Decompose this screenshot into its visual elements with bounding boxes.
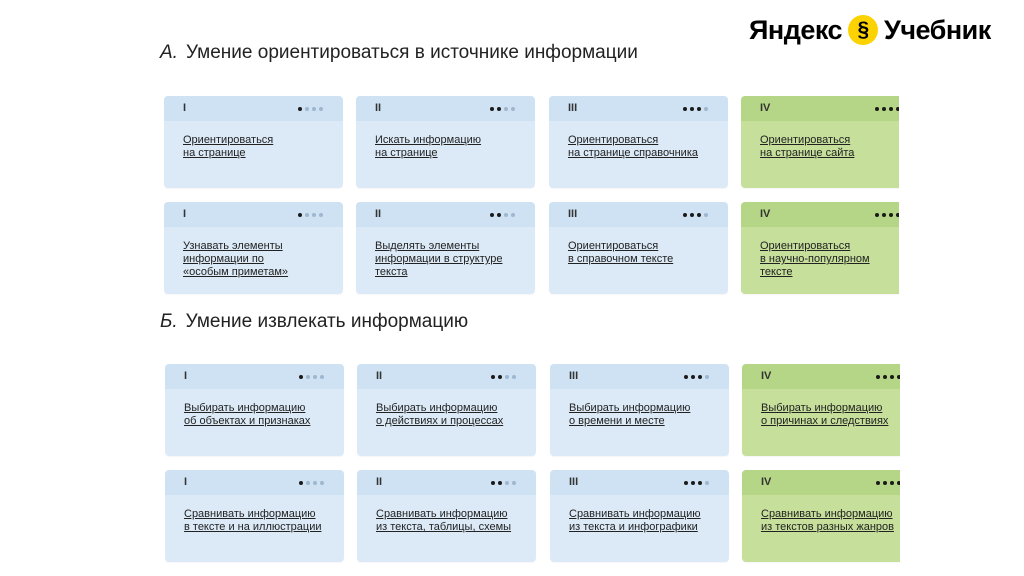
card-link-text[interactable]: Сравнивать информацию из текста, таблицы, схемы	[376, 508, 512, 533]
level-dot	[890, 481, 894, 485]
card-header	[549, 96, 728, 121]
level-dot	[498, 481, 502, 485]
section-b-letter: Б.	[160, 311, 178, 332]
card-body	[550, 495, 729, 562]
level-dot	[312, 213, 316, 217]
card-header	[741, 96, 899, 121]
level-dot	[889, 107, 893, 111]
level-dot	[298, 213, 302, 217]
skill-card[interactable]	[741, 202, 899, 294]
level-dot	[306, 375, 310, 379]
level-dot	[511, 107, 515, 111]
level-dot	[704, 213, 708, 217]
level-dot	[319, 213, 323, 217]
level-dot	[897, 375, 900, 379]
card-level: III	[568, 102, 578, 114]
card-link-text[interactable]: Выбирать информацию о причинах и следствиях	[761, 402, 889, 427]
card-link-text[interactable]: Сравнивать информацию из текста и инфографики	[569, 508, 701, 533]
card-header	[356, 202, 535, 227]
level-dot	[504, 213, 508, 217]
card-body	[356, 227, 535, 294]
card-body	[357, 495, 536, 562]
level-dot	[890, 375, 894, 379]
level-dot	[320, 375, 324, 379]
skill-card[interactable]	[550, 470, 729, 562]
level-dots	[684, 481, 709, 485]
level-dot	[491, 375, 495, 379]
card-body	[549, 121, 728, 188]
level-dots	[683, 107, 708, 111]
level-dots	[876, 481, 900, 485]
card-level: I	[184, 476, 188, 488]
card-link-text[interactable]: Ориентироваться на странице сайта	[760, 134, 855, 159]
level-dot	[505, 481, 509, 485]
card-header	[356, 96, 535, 121]
level-dot	[505, 375, 509, 379]
level-dot	[876, 375, 880, 379]
card-body	[356, 121, 535, 188]
level-dot	[705, 375, 709, 379]
skill-card[interactable]	[741, 96, 899, 188]
level-dots	[299, 481, 324, 485]
level-dot	[883, 375, 887, 379]
level-dot	[306, 481, 310, 485]
card-link-text[interactable]: Ориентироваться в научно-популярном тексте	[760, 240, 870, 278]
card-link-text[interactable]: Выбирать информацию о действиях и процессах	[376, 402, 504, 427]
skill-card[interactable]	[164, 202, 343, 294]
card-link-text[interactable]: Ориентироваться в справочном тексте	[568, 240, 674, 265]
card-body	[357, 389, 536, 456]
level-dots	[875, 213, 899, 217]
card-link-text[interactable]: Ориентироваться на странице	[183, 134, 274, 159]
level-dot	[705, 481, 709, 485]
yandex-textbook-logo	[749, 12, 991, 48]
card-link-text[interactable]: Сравнивать информацию в тексте и на иллюстрации	[184, 508, 322, 533]
level-dots	[875, 107, 899, 111]
level-dot	[299, 481, 303, 485]
card-level: III	[568, 208, 578, 220]
card-body	[741, 227, 899, 294]
level-dot	[305, 107, 309, 111]
level-dot	[683, 213, 687, 217]
level-dot	[313, 481, 317, 485]
level-dot	[511, 213, 515, 217]
card-header	[742, 364, 900, 389]
card-body	[165, 495, 344, 562]
level-dot	[896, 213, 899, 217]
level-dot	[683, 107, 687, 111]
skill-card[interactable]	[549, 202, 728, 294]
card-body	[742, 495, 900, 562]
skill-card[interactable]	[165, 364, 344, 456]
card-level: II	[376, 476, 383, 488]
card-body	[742, 389, 900, 456]
card-level: IV	[760, 102, 771, 114]
level-dots	[298, 107, 323, 111]
level-dot	[298, 107, 302, 111]
level-dot	[690, 213, 694, 217]
card-header	[549, 202, 728, 227]
level-dot	[491, 481, 495, 485]
level-dot	[312, 107, 316, 111]
skill-card[interactable]	[357, 470, 536, 562]
level-dot	[882, 107, 886, 111]
level-dot	[490, 107, 494, 111]
card-header	[550, 364, 729, 389]
level-dot	[684, 375, 688, 379]
level-dots	[490, 107, 515, 111]
skill-card[interactable]	[356, 202, 535, 294]
card-header	[165, 470, 344, 495]
level-dot	[875, 213, 879, 217]
level-dot	[320, 481, 324, 485]
section-a-grid	[164, 96, 899, 296]
card-header	[165, 364, 344, 389]
card-header	[164, 96, 343, 121]
skill-card[interactable]	[550, 364, 729, 456]
section-b-grid	[165, 364, 900, 564]
level-dot	[698, 481, 702, 485]
level-dot	[875, 107, 879, 111]
card-body	[164, 227, 343, 294]
card-level: IV	[761, 370, 772, 382]
level-dot	[497, 107, 501, 111]
level-dots	[491, 481, 516, 485]
section-a-title	[160, 42, 638, 64]
card-link-text[interactable]: Ориентироваться на странице справочника	[568, 134, 699, 159]
level-dot	[512, 375, 516, 379]
paragraph-icon: §	[848, 15, 878, 45]
card-level: IV	[761, 476, 772, 488]
level-dot	[882, 213, 886, 217]
level-dot	[889, 213, 893, 217]
card-level: I	[183, 102, 187, 114]
card-body	[550, 389, 729, 456]
card-link-text[interactable]: Выбирать информацию об объектах и признаках	[184, 402, 311, 427]
level-dot	[690, 107, 694, 111]
skill-card[interactable]	[742, 364, 900, 456]
level-dot	[512, 481, 516, 485]
level-dot	[504, 107, 508, 111]
card-link-text[interactable]: Выделять элементы информации в структуре текста	[375, 240, 503, 278]
level-dot	[684, 481, 688, 485]
level-dot	[498, 375, 502, 379]
section-b-heading: Умение извлекать информацию	[185, 311, 469, 332]
card-header	[357, 364, 536, 389]
logo-left-text: Яндекс	[749, 14, 843, 45]
level-dot	[698, 375, 702, 379]
card-header	[164, 202, 343, 227]
level-dots	[298, 213, 323, 217]
level-dots	[684, 375, 709, 379]
card-level: I	[183, 208, 187, 220]
skill-card[interactable]	[357, 364, 536, 456]
card-level: II	[375, 208, 382, 220]
skill-card[interactable]	[742, 470, 900, 562]
level-dot	[691, 375, 695, 379]
card-link-text[interactable]: Искать информацию на странице	[375, 134, 482, 159]
card-header	[741, 202, 899, 227]
level-dot	[697, 213, 701, 217]
level-dot	[299, 375, 303, 379]
card-level: II	[375, 102, 382, 114]
card-body	[165, 389, 344, 456]
level-dots	[299, 375, 324, 379]
level-dots	[491, 375, 516, 379]
card-link-text[interactable]: Узнавать элементы информации по «особым приметам»	[183, 240, 289, 278]
card-level: II	[376, 370, 383, 382]
skill-card[interactable]	[549, 96, 728, 188]
level-dot	[876, 481, 880, 485]
section-a-letter: А.	[160, 42, 178, 63]
logo-right-text: Учебник	[884, 14, 991, 45]
card-level: III	[569, 370, 579, 382]
skill-card[interactable]	[164, 96, 343, 188]
level-dots	[876, 375, 900, 379]
level-dot	[497, 213, 501, 217]
card-header	[550, 470, 729, 495]
level-dot	[319, 107, 323, 111]
card-link-text[interactable]: Выбирать информацию о времени и месте	[569, 402, 691, 427]
level-dot	[691, 481, 695, 485]
level-dots	[490, 213, 515, 217]
card-level: IV	[760, 208, 771, 220]
card-body	[164, 121, 343, 188]
level-dot	[313, 375, 317, 379]
level-dot	[490, 213, 494, 217]
card-header	[742, 470, 900, 495]
section-a-heading: Умение ориентироваться в источнике информации	[185, 42, 638, 63]
level-dot	[697, 107, 701, 111]
card-header	[357, 470, 536, 495]
section-b-title	[160, 311, 468, 333]
level-dot	[896, 107, 899, 111]
skill-card[interactable]	[356, 96, 535, 188]
level-dot	[704, 107, 708, 111]
card-level: III	[569, 476, 579, 488]
level-dot	[883, 481, 887, 485]
card-link-text[interactable]: Сравнивать информацию из текстов разных жанров	[761, 508, 894, 533]
level-dot	[897, 481, 900, 485]
skill-card[interactable]	[165, 470, 344, 562]
level-dots	[683, 213, 708, 217]
card-level: I	[184, 370, 188, 382]
card-body	[549, 227, 728, 294]
card-body	[741, 121, 899, 188]
level-dot	[305, 213, 309, 217]
